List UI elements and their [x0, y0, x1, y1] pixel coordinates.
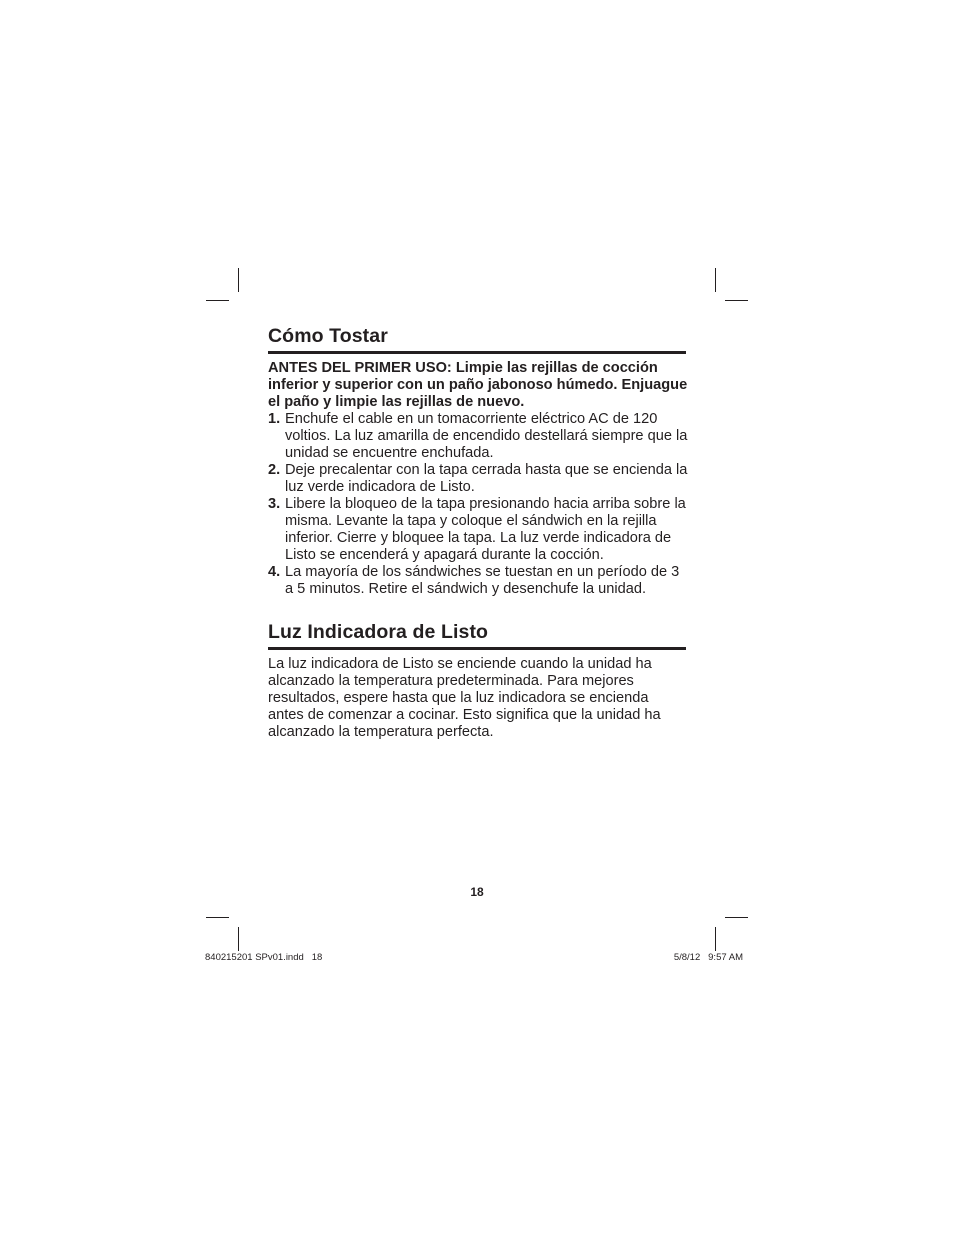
section-rule	[268, 351, 686, 354]
steps-list	[268, 411, 688, 598]
section-title: Luz Indicadora de Listo	[268, 621, 489, 643]
crop-mark-top-right-vertical	[715, 268, 716, 292]
list-item	[268, 462, 688, 496]
step-number: 4.	[268, 564, 281, 580]
step-text: Deje precalentar con la tapa cerrada hasta que se encienda la luz verde indicadora de Listo.	[285, 462, 688, 495]
list-item	[268, 411, 688, 462]
crop-mark-top-right-horizontal	[725, 300, 748, 301]
crop-mark-bottom-right-vertical	[715, 927, 716, 951]
section-rule	[268, 647, 686, 650]
step-text: La mayoría de los sándwiches se tuestan en un período de 3 a 5 minutos. Retire el sándwich y desenchufe la unidad.	[285, 564, 680, 597]
page-content	[268, 324, 688, 741]
section-como-tostar	[268, 324, 688, 598]
section-luz-indicadora	[268, 620, 688, 741]
list-item	[268, 496, 688, 564]
crop-mark-top-left-vertical	[238, 268, 239, 292]
crop-mark-bottom-left-horizontal	[206, 917, 229, 918]
step-number: 3.	[268, 496, 281, 512]
crop-mark-top-left-horizontal	[206, 300, 229, 301]
step-text: Libere la bloqueo de la tapa presionando hacia arriba sobre la misma. Levante la tapa y coloque el sándwich en la rejilla inferior. Cierre y bloquee la tapa. La luz verde indicadora de Listo se encenderá y apagará durante la cocción.	[285, 496, 686, 563]
list-item	[268, 564, 688, 598]
step-text: Enchufe el cable en un tomacorriente eléctrico AC de 120 voltios. La luz amarilla de encendido destellará siempre que la unidad se encuentre enchufada.	[285, 411, 688, 461]
crop-mark-bottom-left-vertical	[238, 927, 239, 951]
step-number: 2.	[268, 462, 281, 478]
crop-mark-bottom-right-horizontal	[725, 917, 748, 918]
section-title: Cómo Tostar	[268, 325, 388, 347]
body-paragraph: La luz indicadora de Listo se enciende cuando la unidad ha alcanzado la temperatura predeterminada. Para mejores resultados, espere hasta que la luz indicadora se encienda antes de comenzar a cocinar. Esto significa que la unidad ha alcanzado la temperatura perfecta.	[268, 656, 661, 740]
slug-file-info: 840215201 SPv01.indd 18	[205, 952, 323, 963]
step-number: 1.	[268, 411, 281, 427]
intro-paragraph: ANTES DEL PRIMER USO: Limpie las rejillas de cocción inferior y superior con un paño jabonoso húmedo. Enjuague el paño y limpie las rejillas de nuevo.	[268, 360, 688, 410]
page-number: 18	[470, 885, 484, 899]
slug-date-time: 5/8/12 9:57 AM	[673, 952, 743, 963]
